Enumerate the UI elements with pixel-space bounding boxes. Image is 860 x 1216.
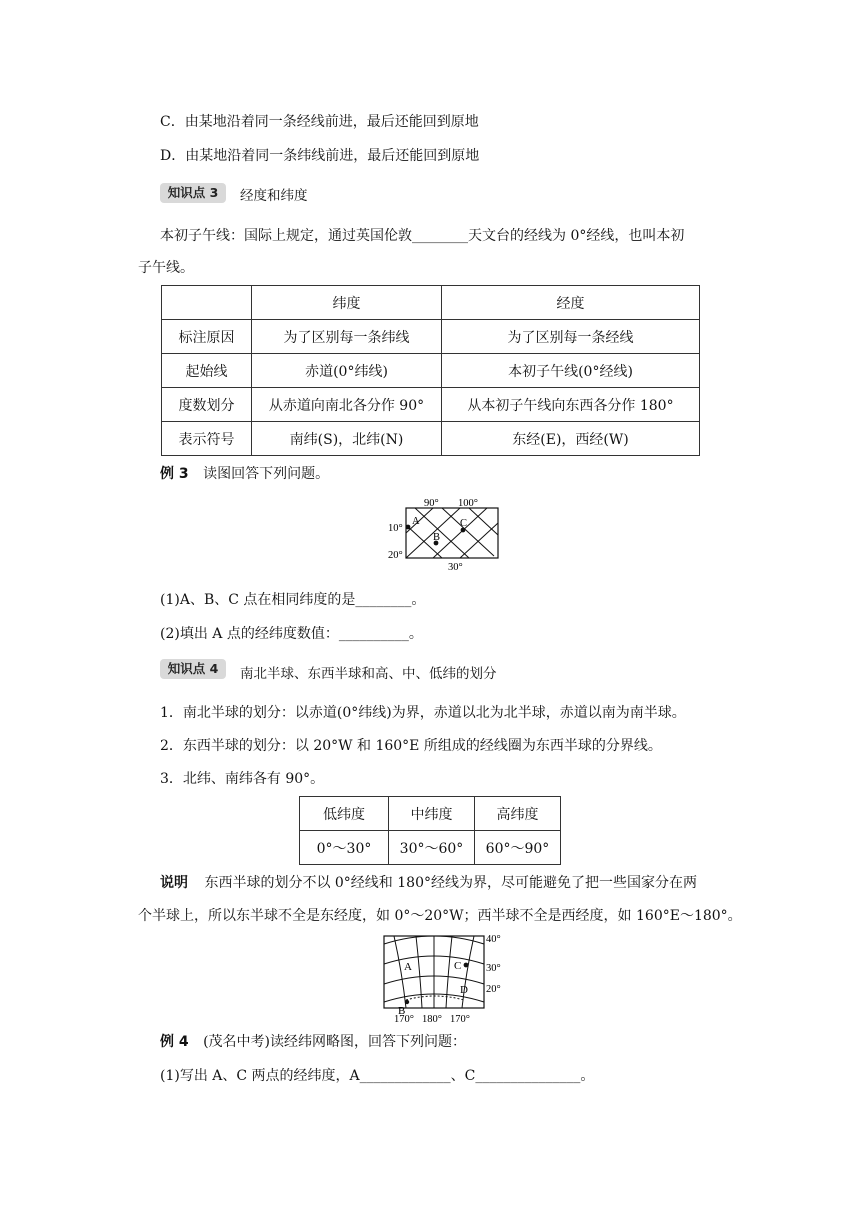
point-b-marker — [405, 1000, 409, 1004]
zone-value-mid: 30°～60° — [389, 831, 475, 865]
figure-top-label: 100° — [458, 498, 478, 509]
graticule-figure-example-4 — [380, 930, 510, 1026]
table-row — [162, 388, 700, 422]
figure-left-label: 10° — [388, 523, 403, 534]
knowledge-point-4-badge: 知识点 4 — [160, 659, 226, 679]
point-c-label: C — [460, 518, 468, 529]
example-4-question-1: (1)写出 A、C 两点的经纬度，A_____________、C_______________。 — [160, 1068, 595, 1084]
table-cell: 起始线 — [162, 354, 252, 388]
zone-header-low: 低纬度 — [300, 797, 389, 831]
example-3-question-1: (1)A、B、C 点在相同纬度的是________。 — [160, 592, 426, 608]
zone-value-high: 60°～90° — [475, 831, 561, 865]
paragraph-hemisphere-ns: 1．南北半球的划分：以赤道(0°纬线)为界，赤道以北为北半球，赤道以南为南半球。 — [160, 705, 686, 721]
point-a-label: A — [412, 516, 420, 527]
paragraph-latitude-range: 3．北纬、南纬各有 90°。 — [160, 771, 325, 787]
table-cell: 从赤道向南北各分作 90° — [252, 388, 442, 422]
point-b-label: B — [433, 532, 441, 543]
figure-bottom-label: 180° — [422, 1014, 442, 1025]
zone-value-low: 0°～30° — [300, 831, 389, 865]
paragraph-prime-meridian-cont: 子午线。 — [138, 260, 194, 276]
figure-top-label: 90° — [424, 498, 439, 509]
table-cell: 为了区别每一条经线 — [442, 320, 700, 354]
note-line-1 — [160, 873, 697, 893]
dotted-latitude-line — [406, 996, 464, 1000]
figure-right-label: 20° — [486, 984, 501, 995]
point-b-label: B — [398, 1005, 406, 1017]
table-cell: 从本初子午线向东西各分作 180° — [442, 388, 700, 422]
table-header-longitude: 经度 — [442, 286, 700, 320]
example-3-question-2: (2)填出 A 点的经纬度数值：__________。 — [160, 626, 423, 642]
note-label: 说明 — [160, 875, 188, 891]
table-header-empty — [162, 286, 252, 320]
example-4-label: 例 4 — [160, 1034, 189, 1050]
knowledge-point-3-title: 经度和纬度 — [240, 188, 308, 204]
example-3-label: 例 3 — [160, 466, 189, 482]
figure-right-label: 30° — [486, 963, 501, 974]
example-3 — [160, 464, 329, 484]
option-c: C．由某地沿着同一条经线前进，最后还能回到原地 — [160, 114, 479, 130]
table-cell: 本初子午线(0°经线) — [442, 354, 700, 388]
knowledge-point-3-badge: 知识点 3 — [160, 183, 226, 203]
example-4-text: (茂名中考)读经纬网略图，回答下列问题： — [203, 1034, 467, 1050]
grid-figure-example-3 — [384, 496, 504, 572]
paragraph-hemisphere-ew: 2．东西半球的划分：以 20°W 和 160°E 所组成的经线圈为东西半球的分界线。 — [160, 738, 662, 754]
point-a-marker — [406, 525, 411, 530]
figure-bottom-label: 170° — [450, 1014, 470, 1025]
latitude-longitude-table — [161, 285, 700, 456]
point-d-label: D — [460, 984, 468, 996]
point-c-marker — [464, 963, 469, 968]
example-4 — [160, 1032, 466, 1052]
point-a-label: A — [404, 961, 412, 973]
table-row — [162, 422, 700, 456]
table-cell: 标注原因 — [162, 320, 252, 354]
table-cell: 东经(E)，西经(W) — [442, 422, 700, 456]
zone-header-mid: 中纬度 — [389, 797, 475, 831]
table-row — [162, 320, 700, 354]
table-cell: 南纬(S)，北纬(N) — [252, 422, 442, 456]
note-line-2: 个半球上，所以东半球不全是东经度，如 0°～20°W；西半球不全是西经度，如 160°E～180°。 — [138, 908, 742, 924]
figure-right-label: 40° — [486, 934, 501, 945]
table-cell: 为了区别每一条纬线 — [252, 320, 442, 354]
figure-bottom-label: 170° — [394, 1014, 414, 1025]
note-text-1: 东西半球的划分不以 0°经线和 180°经线为界，尽可能避免了把一些国家分在两 — [204, 875, 697, 891]
table-row — [300, 831, 561, 865]
table-cell: 度数划分 — [162, 388, 252, 422]
latitude-zone-table — [299, 796, 561, 865]
figure-left-label: 20° — [388, 550, 403, 561]
knowledge-point-4-title: 南北半球、东西半球和高、中、低纬的划分 — [240, 666, 497, 682]
point-c-label: C — [454, 960, 462, 972]
table-header-latitude: 纬度 — [252, 286, 442, 320]
option-d: D．由某地沿着同一条纬线前进，最后还能回到原地 — [160, 148, 480, 164]
zone-header-high: 高纬度 — [475, 797, 561, 831]
example-3-text: 读图回答下列问题。 — [203, 466, 330, 482]
table-cell: 赤道(0°纬线) — [252, 354, 442, 388]
table-cell: 表示符号 — [162, 422, 252, 456]
figure-bottom-label: 30° — [448, 562, 463, 572]
paragraph-prime-meridian: 本初子午线：国际上规定，通过英国伦敦________天文台的经线为 0°经线，也叫本初 — [160, 228, 685, 244]
table-row — [162, 354, 700, 388]
